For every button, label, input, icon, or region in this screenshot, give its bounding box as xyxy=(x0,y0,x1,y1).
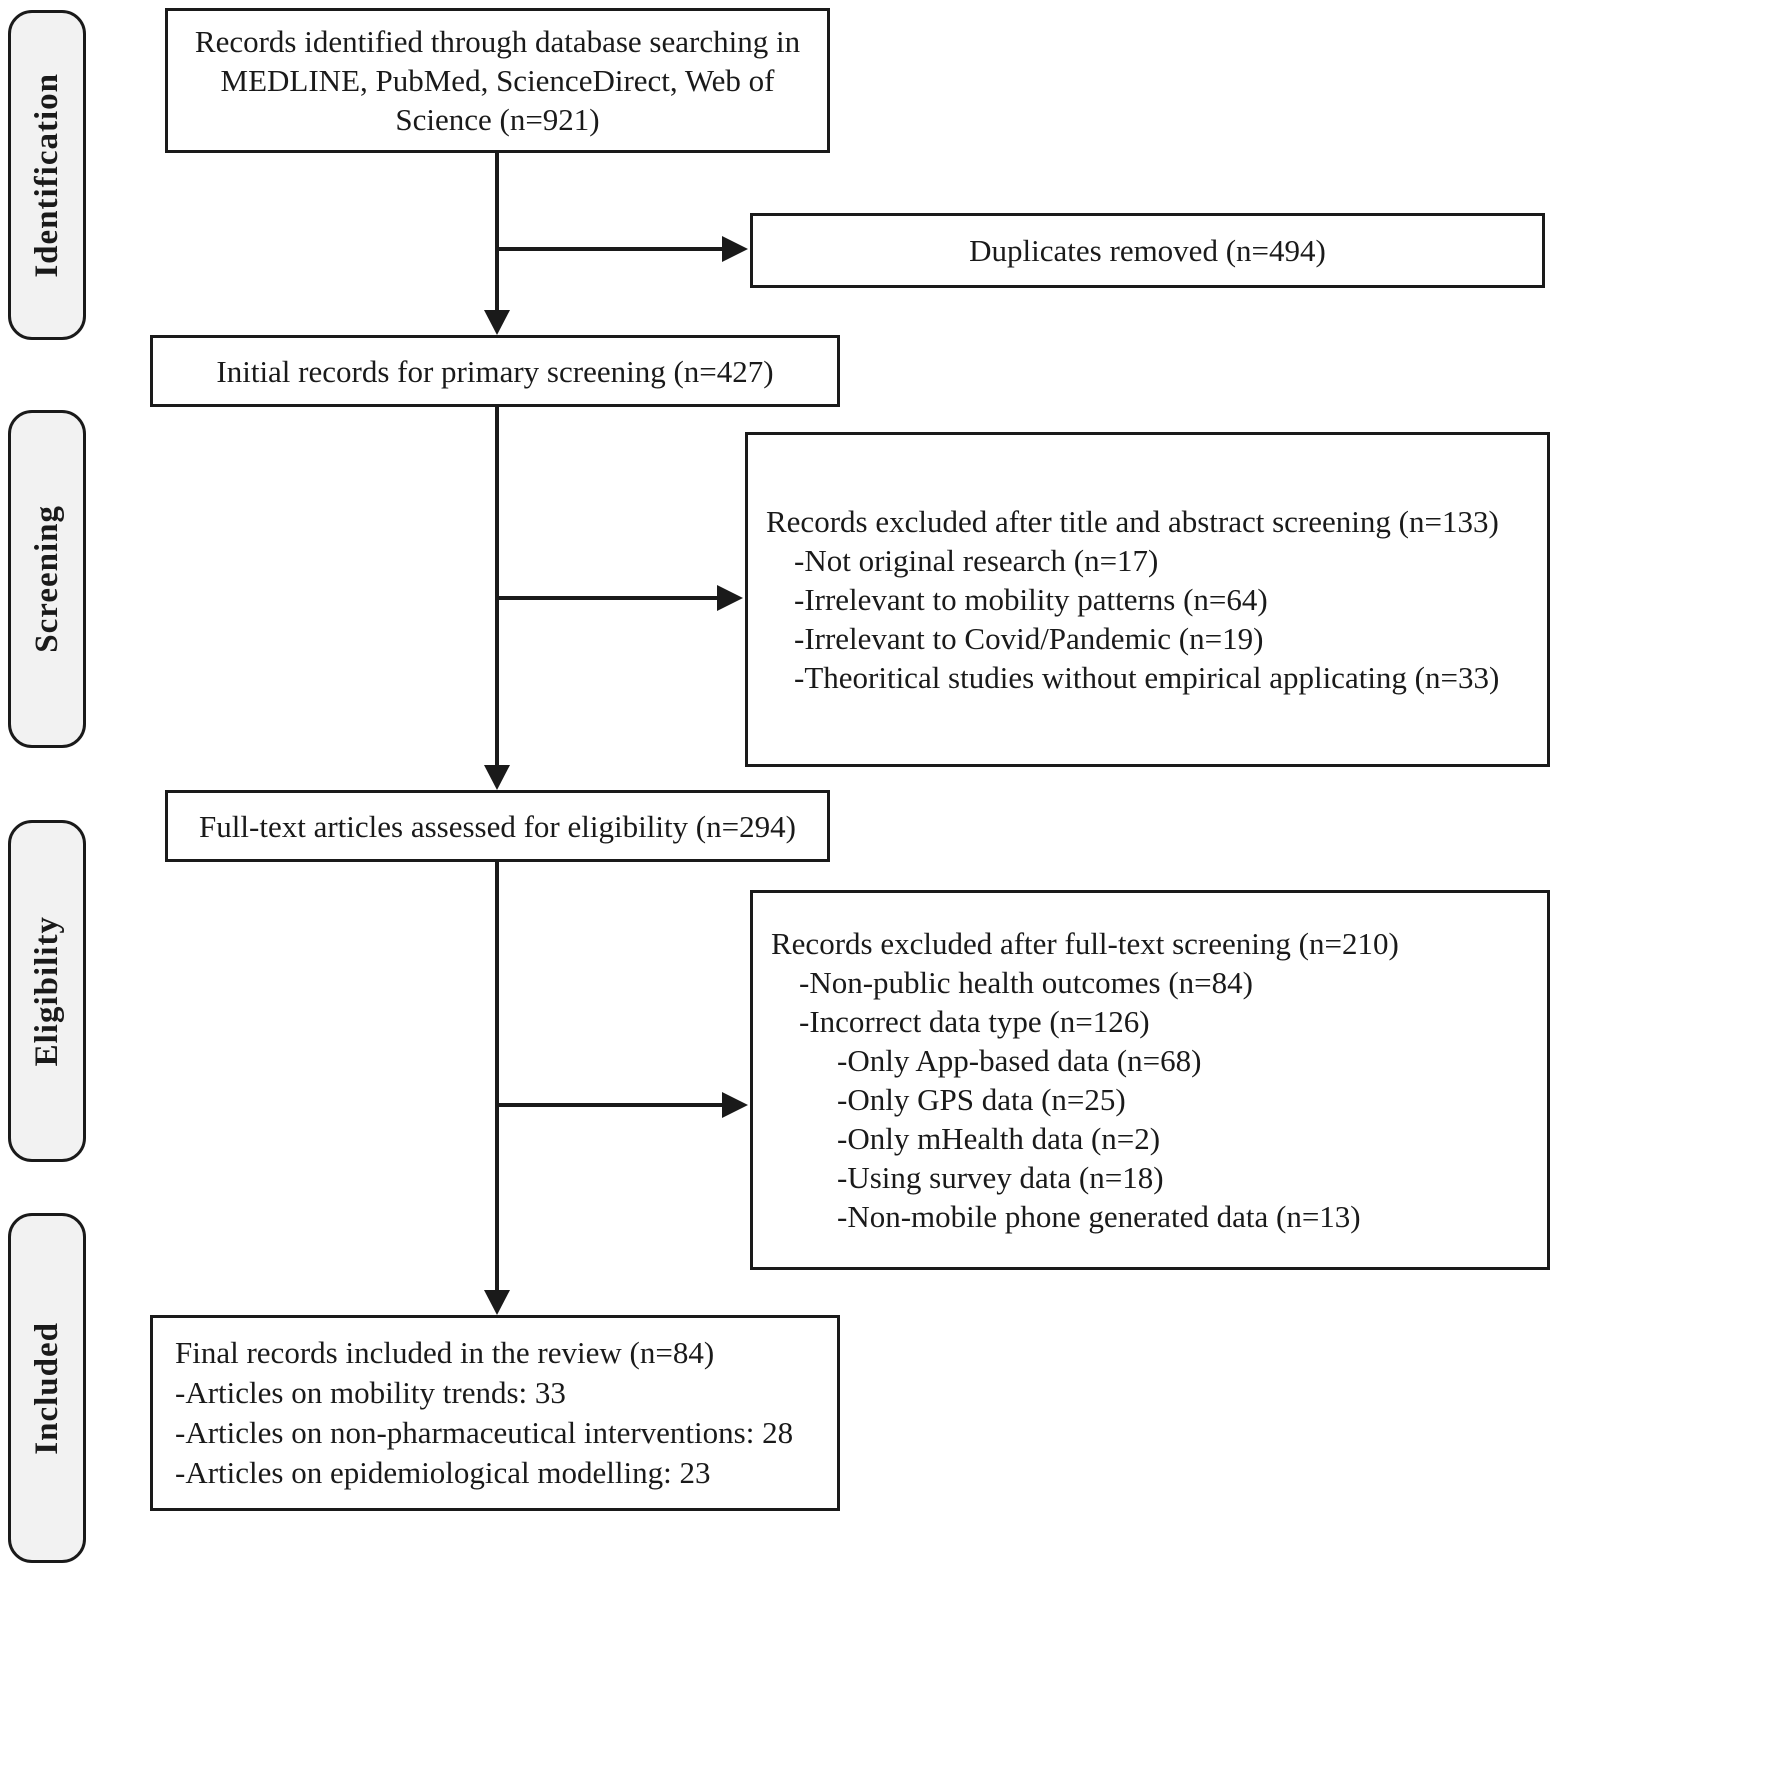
box-duplicates-removed xyxy=(750,213,1545,288)
stage-identification xyxy=(8,10,86,340)
box-final-included xyxy=(150,1315,840,1511)
excluded-fulltext-item: -Incorrect data type (n=126) xyxy=(799,1004,1150,1039)
final-included-item: -Articles on mobility trends: 33 xyxy=(175,1375,566,1410)
box-excluded-fulltext xyxy=(750,890,1550,1270)
stage-eligibility-label: Eligibility xyxy=(28,915,65,1067)
final-included-item: -Articles on non-pharmaceutical interventions: 28 xyxy=(175,1415,794,1450)
arrowhead-to-duplicates xyxy=(722,236,748,262)
excluded-fulltext-subitem: -Only GPS data (n=25) xyxy=(837,1082,1126,1117)
excluded-abstract-item: -Irrelevant to Covid/Pandemic (n=19) xyxy=(794,621,1264,656)
box-fulltext-assessed xyxy=(165,790,830,862)
excluded-fulltext-item: -Non-public health outcomes (n=84) xyxy=(799,965,1253,1000)
excluded-fulltext-subitem: -Using survey data (n=18) xyxy=(837,1160,1164,1195)
stage-included-label: Included xyxy=(28,1321,65,1455)
box-final-included-title: Final records included in the review (n=84) xyxy=(175,1335,715,1370)
box-records-identified xyxy=(165,8,830,153)
box-excluded-abstract-title: Records excluded after title and abstract screening (n=133) xyxy=(766,504,1499,539)
excluded-abstract-item: -Theoritical studies without empirical applicating (n=33) xyxy=(794,660,1500,695)
box-fulltext-assessed-text: Full-text articles assessed for eligibility (n=294) xyxy=(199,808,796,844)
stage-identification-label: Identification xyxy=(28,72,65,278)
box-primary-screening-text: Initial records for primary screening (n=427) xyxy=(216,353,774,389)
excluded-abstract-item: -Irrelevant to mobility patterns (n=64) xyxy=(794,582,1268,617)
excluded-fulltext-subitem: -Only App-based data (n=68) xyxy=(837,1043,1202,1078)
stage-eligibility xyxy=(8,820,86,1162)
stage-included xyxy=(8,1213,86,1563)
arrowhead-identified-to-primary xyxy=(484,310,510,335)
box-primary-screening xyxy=(150,335,840,407)
arrowhead-primary-to-fulltext xyxy=(484,765,510,790)
box-excluded-abstract xyxy=(745,432,1550,767)
box-duplicates-removed-text: Duplicates removed (n=494) xyxy=(969,233,1326,268)
excluded-abstract-item: -Not original research (n=17) xyxy=(794,543,1159,578)
stage-screening-label: Screening xyxy=(28,505,65,653)
arrowhead-to-excluded-fulltext xyxy=(722,1092,748,1118)
excluded-fulltext-subitem: -Only mHealth data (n=2) xyxy=(837,1121,1161,1156)
excluded-fulltext-subitem: -Non-mobile phone generated data (n=13) xyxy=(837,1199,1361,1234)
box-records-identified-text: Records identified through database searching in MEDLINE, PubMed, ScienceDirect, Web of Science (n=921) xyxy=(194,24,801,137)
box-excluded-fulltext-title: Records excluded after full-text screening (n=210) xyxy=(771,926,1399,961)
arrowhead-fulltext-to-final xyxy=(484,1290,510,1315)
final-included-item: -Articles on epidemiological modelling: 23 xyxy=(175,1455,711,1490)
arrowhead-to-excluded-abstract xyxy=(717,585,743,611)
stage-screening xyxy=(8,410,86,748)
